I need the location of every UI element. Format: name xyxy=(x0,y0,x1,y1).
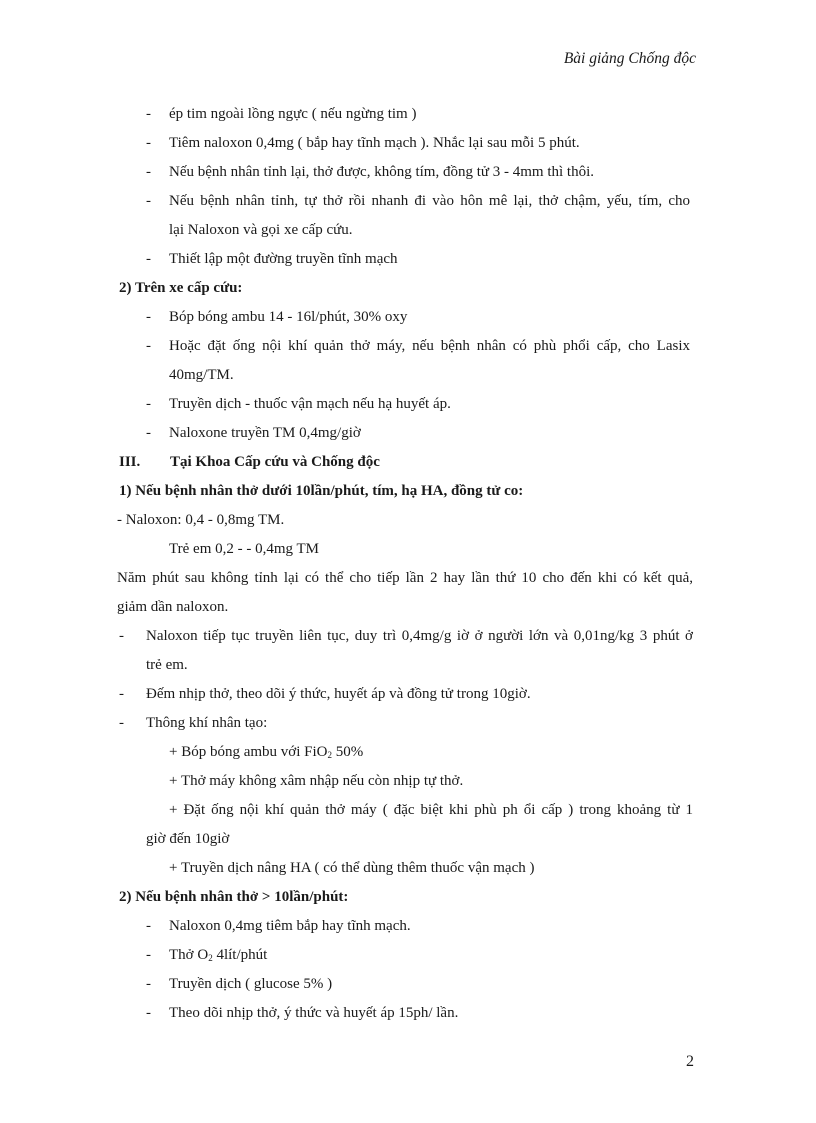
list-item: Nếu bệnh nhân tỉnh lại, thở được, không tím, đồng tử 3 - 4mm thì thôi. xyxy=(169,164,595,180)
bullet-dash: - xyxy=(146,947,151,963)
page-number: 2 xyxy=(686,1053,694,1070)
bullet-dash: - xyxy=(119,686,124,702)
list-item: Hoặc đặt ống nội khí quản thở máy, nếu bệnh nhân có phù phổi cấp, cho Lasix xyxy=(169,338,690,354)
list-item: ép tim ngoài lồng ngực ( nếu ngừng tim ) xyxy=(169,106,417,122)
subscript: 2 xyxy=(208,953,213,963)
list-item-continuation: trẻ em. xyxy=(146,657,188,673)
list-item: Đếm nhịp thở, theo dõi ý thức, huyết áp và đồng tử trong 10giờ. xyxy=(146,686,531,702)
list-item-continuation: lại Naloxon và gọi xe cấp cứu. xyxy=(169,222,353,238)
paragraph: Trẻ em 0,2 - - 0,4mg TM xyxy=(169,541,319,557)
bullet-dash: - xyxy=(146,338,151,354)
bullet-dash: - xyxy=(146,396,151,412)
list-item-text: 4lít/phút xyxy=(212,947,268,963)
subsection-heading: 1) Nếu bệnh nhân thở dưới 10lần/phút, tím, hạ HA, đồng tử co: xyxy=(119,483,524,499)
bullet-dash: - xyxy=(146,251,151,267)
bullet-dash: - xyxy=(146,309,151,325)
subscript: 2 xyxy=(327,750,332,760)
list-item: Naloxone truyền TM 0,4mg/giờ xyxy=(169,425,361,441)
ventilation-item: + Thở máy không xâm nhập nếu còn nhịp tự thở. xyxy=(169,773,464,789)
ventilation-text: 50% xyxy=(331,744,364,760)
list-item: Truyền dịch - thuốc vận mạch nếu hạ huyết áp. xyxy=(169,396,451,412)
ventilation-text: + Bóp bóng ambu với FiO xyxy=(169,744,328,760)
section-number: III. xyxy=(119,454,141,470)
bullet-dash: - xyxy=(146,976,151,992)
bullet-dash: - xyxy=(119,715,124,731)
list-item: Thiết lập một đường truyền tĩnh mạch xyxy=(169,251,398,267)
list-item: Thông khí nhân tạo: xyxy=(146,715,268,731)
paragraph-continuation: giảm dần naloxon. xyxy=(117,599,229,615)
section-title: Tại Khoa Cấp cứu và Chống độc xyxy=(170,454,380,470)
list-item: Naloxon 0,4mg tiêm bắp hay tĩnh mạch. xyxy=(169,918,411,934)
bullet-dash: - xyxy=(146,106,151,122)
ventilation-item: + Truyền dịch nâng HA ( có thể dùng thêm thuốc vận mạch ) xyxy=(169,860,535,876)
bullet-dash: - xyxy=(146,135,151,151)
ventilation-item-continuation: giờ đến 10giờ xyxy=(146,831,230,847)
list-item: Truyền dịch ( glucose 5% ) xyxy=(169,976,333,992)
running-header: Bài giảng Chống độc xyxy=(563,50,696,67)
list-item xyxy=(169,945,267,968)
subsection-heading: 2) Nếu bệnh nhân thở > 10lần/phút: xyxy=(119,889,349,905)
list-item-text: Thở O xyxy=(169,947,209,963)
list-item-continuation: 40mg/TM. xyxy=(169,367,234,383)
list-item: Bóp bóng ambu 14 - 16l/phút, 30% oxy xyxy=(169,309,408,325)
bullet-dash: - xyxy=(146,1005,151,1021)
bullet-dash: - xyxy=(146,425,151,441)
section-heading: 2) Trên xe cấp cứu: xyxy=(119,280,243,296)
bullet-dash: - xyxy=(146,193,151,209)
list-item: Naloxon tiếp tục truyền liên tục, duy trì 0,4mg/g iờ ở người lớn và 0,01ng/kg 3 phút ở xyxy=(146,628,693,644)
bullet-dash: - xyxy=(119,628,124,644)
ventilation-item xyxy=(169,742,363,765)
bullet-dash: - xyxy=(146,164,151,180)
paragraph: Năm phút sau không tỉnh lại có thể cho tiếp lần 2 hay lần thứ 10 cho đến khi có kết quả, xyxy=(117,570,693,586)
ventilation-item: + Đặt ống nội khí quản thở máy ( đặc biệt khi phù ph ổi cấp ) trong khoảng từ 1 xyxy=(169,802,693,818)
list-item: Theo dõi nhịp thở, ý thức và huyết áp 15ph/ lần. xyxy=(169,1005,459,1021)
list-item: Nếu bệnh nhân tỉnh, tự thở rồi nhanh đi vào hôn mê lại, thở chậm, yếu, tím, cho xyxy=(169,193,690,209)
list-item: Tiêm naloxon 0,4mg ( bắp hay tĩnh mạch ). Nhắc lại sau mỗi 5 phút. xyxy=(169,135,580,151)
paragraph: - Naloxon: 0,4 - 0,8mg TM. xyxy=(117,512,285,528)
bullet-dash: - xyxy=(146,918,151,934)
